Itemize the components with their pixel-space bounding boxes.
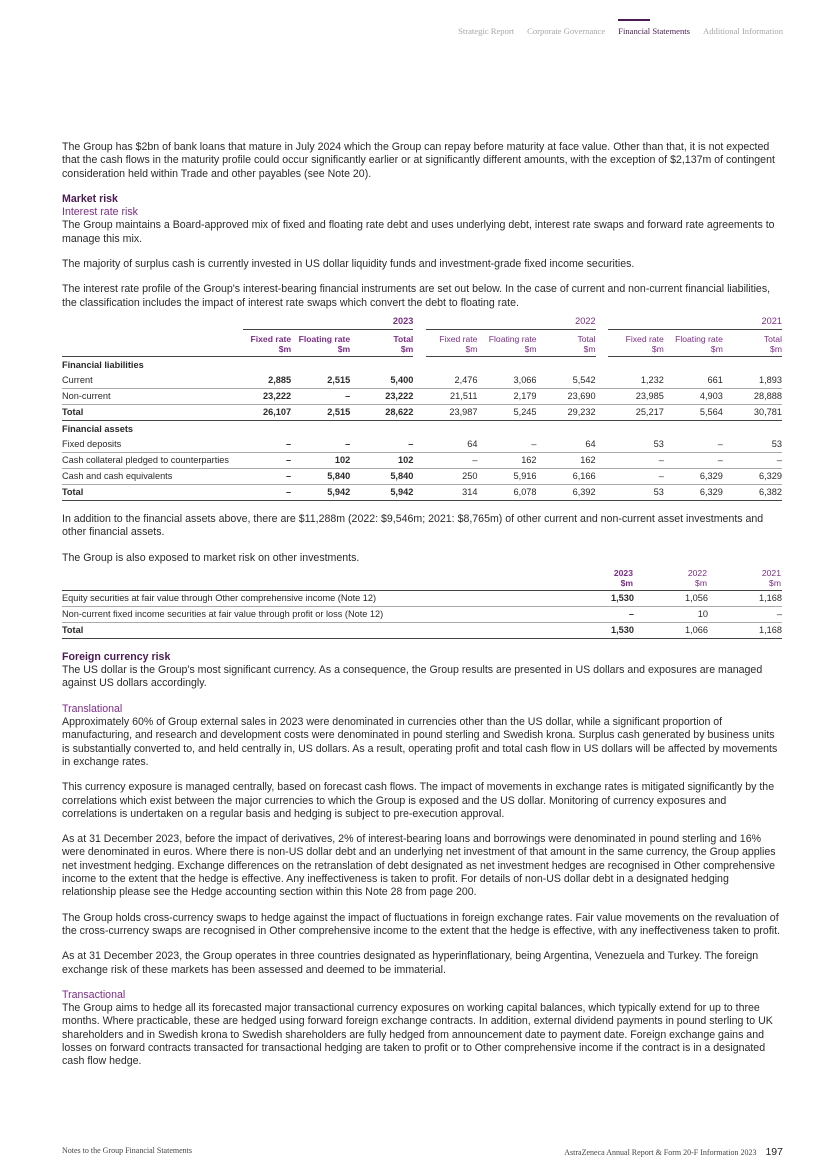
table-cell: 314 [426, 484, 478, 500]
table-cell: 5,916 [477, 468, 536, 484]
nav-financial-statements[interactable]: Financial Statements [618, 26, 691, 36]
table-cell: 23,222 [350, 388, 413, 404]
spacer-cell [413, 484, 425, 500]
interest-rate-profile-table [62, 314, 782, 501]
transactional-heading: Transactional [62, 988, 126, 1001]
table-total-row [62, 404, 782, 420]
table-cell: 5,840 [350, 468, 413, 484]
table-cell: 1,056 [634, 590, 708, 606]
spacer-cell [413, 388, 425, 404]
spacer-cell [413, 373, 425, 389]
table-cell: – [664, 452, 723, 468]
spacer-cell [596, 437, 608, 453]
spacer-cell [413, 452, 425, 468]
table-cell: 162 [477, 452, 536, 468]
table-total-row [62, 622, 782, 638]
table-cell: 5,564 [664, 404, 723, 420]
table-cell: 5,542 [537, 373, 596, 389]
table-cell: 25,217 [608, 404, 664, 420]
foreign-currency-risk-section [62, 651, 782, 1069]
table-cell: – [243, 468, 291, 484]
table-cell: 26,107 [243, 404, 291, 420]
market-risk-paragraph-2: The majority of surplus cash is currently invested in US dollar liquidity funds and investment-grade fixed income securities. [62, 258, 635, 271]
spacer-cell [596, 373, 608, 389]
col-total-2023: Total $m [350, 329, 413, 356]
table-cell: 2,885 [243, 373, 291, 389]
inv-year-2023: 2023 $m [572, 567, 634, 591]
table-row [62, 468, 782, 484]
table-cell: 2,515 [291, 373, 350, 389]
table-cell: 29,232 [537, 404, 596, 420]
top-navigation [458, 26, 783, 36]
spacer-cell [413, 404, 425, 420]
col-total-2022: Total $m [537, 329, 596, 356]
table-cell: 5,400 [350, 373, 413, 389]
transactional-paragraph-1: The Group aims to hedge all its forecasted major transactional currency exposures on working capital balances, which typically extend for up to three months. Where practicable, these are hedged using forward foreign exchange contracts. In addition, external dividend payments in pound sterling to UK shareholders and in Swedish krona to Swedish shareholders are fully hedged from announcement date to payment date. Foreign exchange gains and losses on forward contracts transacted for transactional hedging are taken to profit or to Other comprehensive income if the contract is in a designated cash flow hedge. [62, 1002, 773, 1068]
table-row [62, 388, 782, 404]
market-risk-paragraph-1: The Group maintains a Board-approved mix of fixed and floating rate debt and uses underlying debt, interest rate swaps and forward rate agreements to manage this mix. [62, 219, 775, 245]
spacer-cell [413, 468, 425, 484]
nav-strategic-report[interactable]: Strategic Report [458, 26, 515, 36]
spacer-cell [596, 452, 608, 468]
table-cell: – [708, 606, 782, 622]
table-cell: 6,382 [723, 484, 782, 500]
table-cell: – [723, 452, 782, 468]
after-table-paragraph: In addition to the financial assets above, there are $11,288m (2022: $9,546m; 2021: $8,765m) of other current and non-current asset investments and other financial assets. [62, 512, 764, 539]
col-fixed-rate-2023: Fixed rate $m [243, 329, 291, 356]
col-floating-rate-2021: Floating rate $m [664, 329, 723, 356]
market-risk-section [62, 193, 782, 310]
table-cell: – [608, 468, 664, 484]
table-cell: – [664, 437, 723, 453]
other-investments-intro: The Group is also exposed to market risk on other investments. [62, 551, 360, 564]
table-cell: 5,942 [291, 484, 350, 500]
translational-paragraph-2: This currency exposure is managed centrally, based on forecast cash flows. The impact of movements in exchange rates is mitigated significantly by the correlations which exist between the major currencies to which the Group is exposed and the US dollar. Monitoring of currency exposures and correlations is undertaken on a regular basis and hedging is subject to pre-execution approval. [62, 781, 775, 820]
page-content [62, 141, 782, 1081]
section-header-row [62, 356, 782, 373]
row-label: Cash collateral pledged to counterparties [62, 452, 243, 468]
table-cell: 1,530 [572, 590, 634, 606]
table-cell: 250 [426, 468, 478, 484]
spacer-cell [596, 468, 608, 484]
table-cell: 6,166 [537, 468, 596, 484]
table-cell: 23,690 [537, 388, 596, 404]
table-cell: 6,329 [723, 468, 782, 484]
table-cell: – [608, 452, 664, 468]
table-cell: – [426, 452, 478, 468]
nav-additional-information[interactable]: Additional Information [703, 26, 783, 36]
fx-paragraph-1: The US dollar is the Group's most significant currency. As a consequence, the Group results are presented in US dollars and exposures are managed against US dollars accordingly. [62, 664, 763, 690]
table-cell: – [243, 484, 291, 500]
footer-report-title: AstraZeneca Annual Report & Form 20-F Information 2023 [564, 1148, 757, 1157]
table-cell: 64 [537, 437, 596, 453]
table-cell: 53 [608, 484, 664, 500]
section-title: Financial assets [62, 423, 133, 434]
table-total-row [62, 484, 782, 500]
table-cell: 21,511 [426, 388, 478, 404]
col-floating-rate-2023: Floating rate $m [291, 329, 350, 356]
footer-section-title: Notes to the Group Financial Statements [62, 1146, 192, 1155]
table-cell: 1,530 [572, 622, 634, 638]
nav-corporate-governance[interactable]: Corporate Governance [527, 26, 606, 36]
inv-year-2021: 2021 $m [708, 567, 782, 591]
row-label: Non-current fixed income securities at fair value through profit or loss (Note 12) [62, 606, 572, 622]
foreign-currency-risk-heading: Foreign currency risk [62, 650, 171, 663]
table-cell: – [291, 437, 350, 453]
section-title: Financial liabilities [62, 359, 144, 370]
table-cell: 28,622 [350, 404, 413, 420]
table-cell: 1,168 [708, 590, 782, 606]
table-cell: 2,515 [291, 404, 350, 420]
table-cell: 102 [291, 452, 350, 468]
table-cell: 23,987 [426, 404, 478, 420]
table-cell: 4,903 [664, 388, 723, 404]
table-cell: 53 [608, 437, 664, 453]
table-cell: 2,476 [426, 373, 478, 389]
year-header-2022: 2022 [426, 314, 596, 330]
table-row [62, 452, 782, 468]
table-cell: 28,888 [723, 388, 782, 404]
spacer-cell [596, 388, 608, 404]
table-row [62, 373, 782, 389]
market-risk-heading: Market risk [62, 192, 118, 205]
row-label: Total [62, 622, 572, 638]
year-header-2021: 2021 [608, 314, 782, 330]
table-row [62, 606, 782, 622]
table-cell: 2,179 [477, 388, 536, 404]
table-row [62, 590, 782, 606]
spacer-cell [596, 404, 608, 420]
table-cell: 1,232 [608, 373, 664, 389]
row-label: Non-current [62, 388, 243, 404]
market-risk-paragraph-3: The interest rate profile of the Group's interest-bearing financial instruments are set out below. In the case of current and non-current financial liabilities, the classification includes the impact of interest rate swaps which convert the debt to floating rate. [62, 283, 771, 309]
table-cell: 162 [537, 452, 596, 468]
table-row [62, 437, 782, 453]
inv-year-2022: 2022 $m [634, 567, 708, 591]
table-cell: – [572, 606, 634, 622]
table-cell: 661 [664, 373, 723, 389]
table-cell: – [350, 437, 413, 453]
row-label: Fixed deposits [62, 437, 243, 453]
translational-heading: Translational [62, 702, 123, 715]
row-label: Total [62, 484, 243, 500]
row-label: Equity securities at fair value through Other comprehensive income (Note 12) [62, 590, 572, 606]
spacer-cell [596, 484, 608, 500]
table-cell: 23,985 [608, 388, 664, 404]
col-fixed-rate-2022: Fixed rate $m [426, 329, 478, 356]
spacer-cell [413, 437, 425, 453]
table-cell: 6,329 [664, 468, 723, 484]
page-footer [62, 1146, 783, 1158]
translational-paragraph-1: Approximately 60% of Group external sales in 2023 were denominated in currencies other than the US dollar, while a significant proportion of manufacturing, and research and development costs were denominated in pound sterling and Swedish krona. Surplus cash generated by business units is substantially converted to, and held centrally in, US dollars. As a result, operating profit and total cash flow in US dollars will be affected by movements in exchange rates. [62, 716, 778, 768]
table-cell: 23,222 [243, 388, 291, 404]
table-cell: 1,168 [708, 622, 782, 638]
intro-paragraph: The Group has $2bn of bank loans that mature in July 2024 which the Group can repay before maturity at face value. Other than that, it is not expected that the cash flows in the maturity profile could occur significantly earlier or at significantly different amounts, with the exception of $2,137m of contingent consideration held within Trade and other payables (see Note 20). [62, 141, 775, 180]
interest-rate-risk-heading: Interest rate risk [62, 206, 138, 219]
table-cell: 6,392 [537, 484, 596, 500]
table-cell: 5,942 [350, 484, 413, 500]
translational-paragraph-4: The Group holds cross-currency swaps to hedge against the impact of fluctuations in foreign exchange rates. Fair value movements on the revaluation of the cross-currency swaps are recognised in Other comprehensive income to the extent that the hedge is effective, with any ineffectiveness taken to profit. [62, 911, 781, 937]
other-investments-table [62, 567, 782, 639]
page-number: 197 [765, 1146, 783, 1158]
table-cell: 3,066 [477, 373, 536, 389]
table-cell: 6,329 [664, 484, 723, 500]
col-floating-rate-2022: Floating rate $m [477, 329, 536, 356]
row-label: Current [62, 373, 243, 389]
table-cell: 10 [634, 606, 708, 622]
table-cell: 5,840 [291, 468, 350, 484]
table-cell: 1,893 [723, 373, 782, 389]
translational-paragraph-3: As at 31 December 2023, before the impact of derivatives, 2% of interest-bearing loans and borrowings were denominated in pound sterling and 16% were denominated in euros. Where there is non-US dollar debt and an underlying net investment of that amount in the same currency, the Group applies net investment hedging. Exchange differences on the retranslation of debt designated as net investment hedges are recognised in Other comprehensive income to the extent that the hedge is effective. Any ineffectiveness is taken to profit. For details of non-US dollar debt in a designated hedging relationship please see the Hedge accounting section within this Note 28 from page 200. [62, 833, 776, 899]
table-cell: – [291, 388, 350, 404]
table-cell: 5,245 [477, 404, 536, 420]
table-cell: 1,066 [634, 622, 708, 638]
table-cell: – [243, 437, 291, 453]
row-label: Cash and cash equivalents [62, 468, 243, 484]
table-cell: 53 [723, 437, 782, 453]
table-cell: 102 [350, 452, 413, 468]
translational-paragraph-5: As at 31 December 2023, the Group operates in three countries designated as hyperinflationary, being Argentina, Venezuela and Turkey. The foreign exchange risk of these markets has been assessed and deemed to be immaterial. [62, 950, 759, 976]
row-label: Total [62, 404, 243, 420]
table-cell: 30,781 [723, 404, 782, 420]
section-header-row [62, 420, 782, 437]
table-cell: – [243, 452, 291, 468]
year-header-2023: 2023 [243, 314, 413, 330]
table-cell: 64 [426, 437, 478, 453]
table-cell: – [477, 437, 536, 453]
table-cell: 6,078 [477, 484, 536, 500]
col-fixed-rate-2021: Fixed rate $m [608, 329, 664, 356]
col-total-2021: Total $m [723, 329, 782, 356]
